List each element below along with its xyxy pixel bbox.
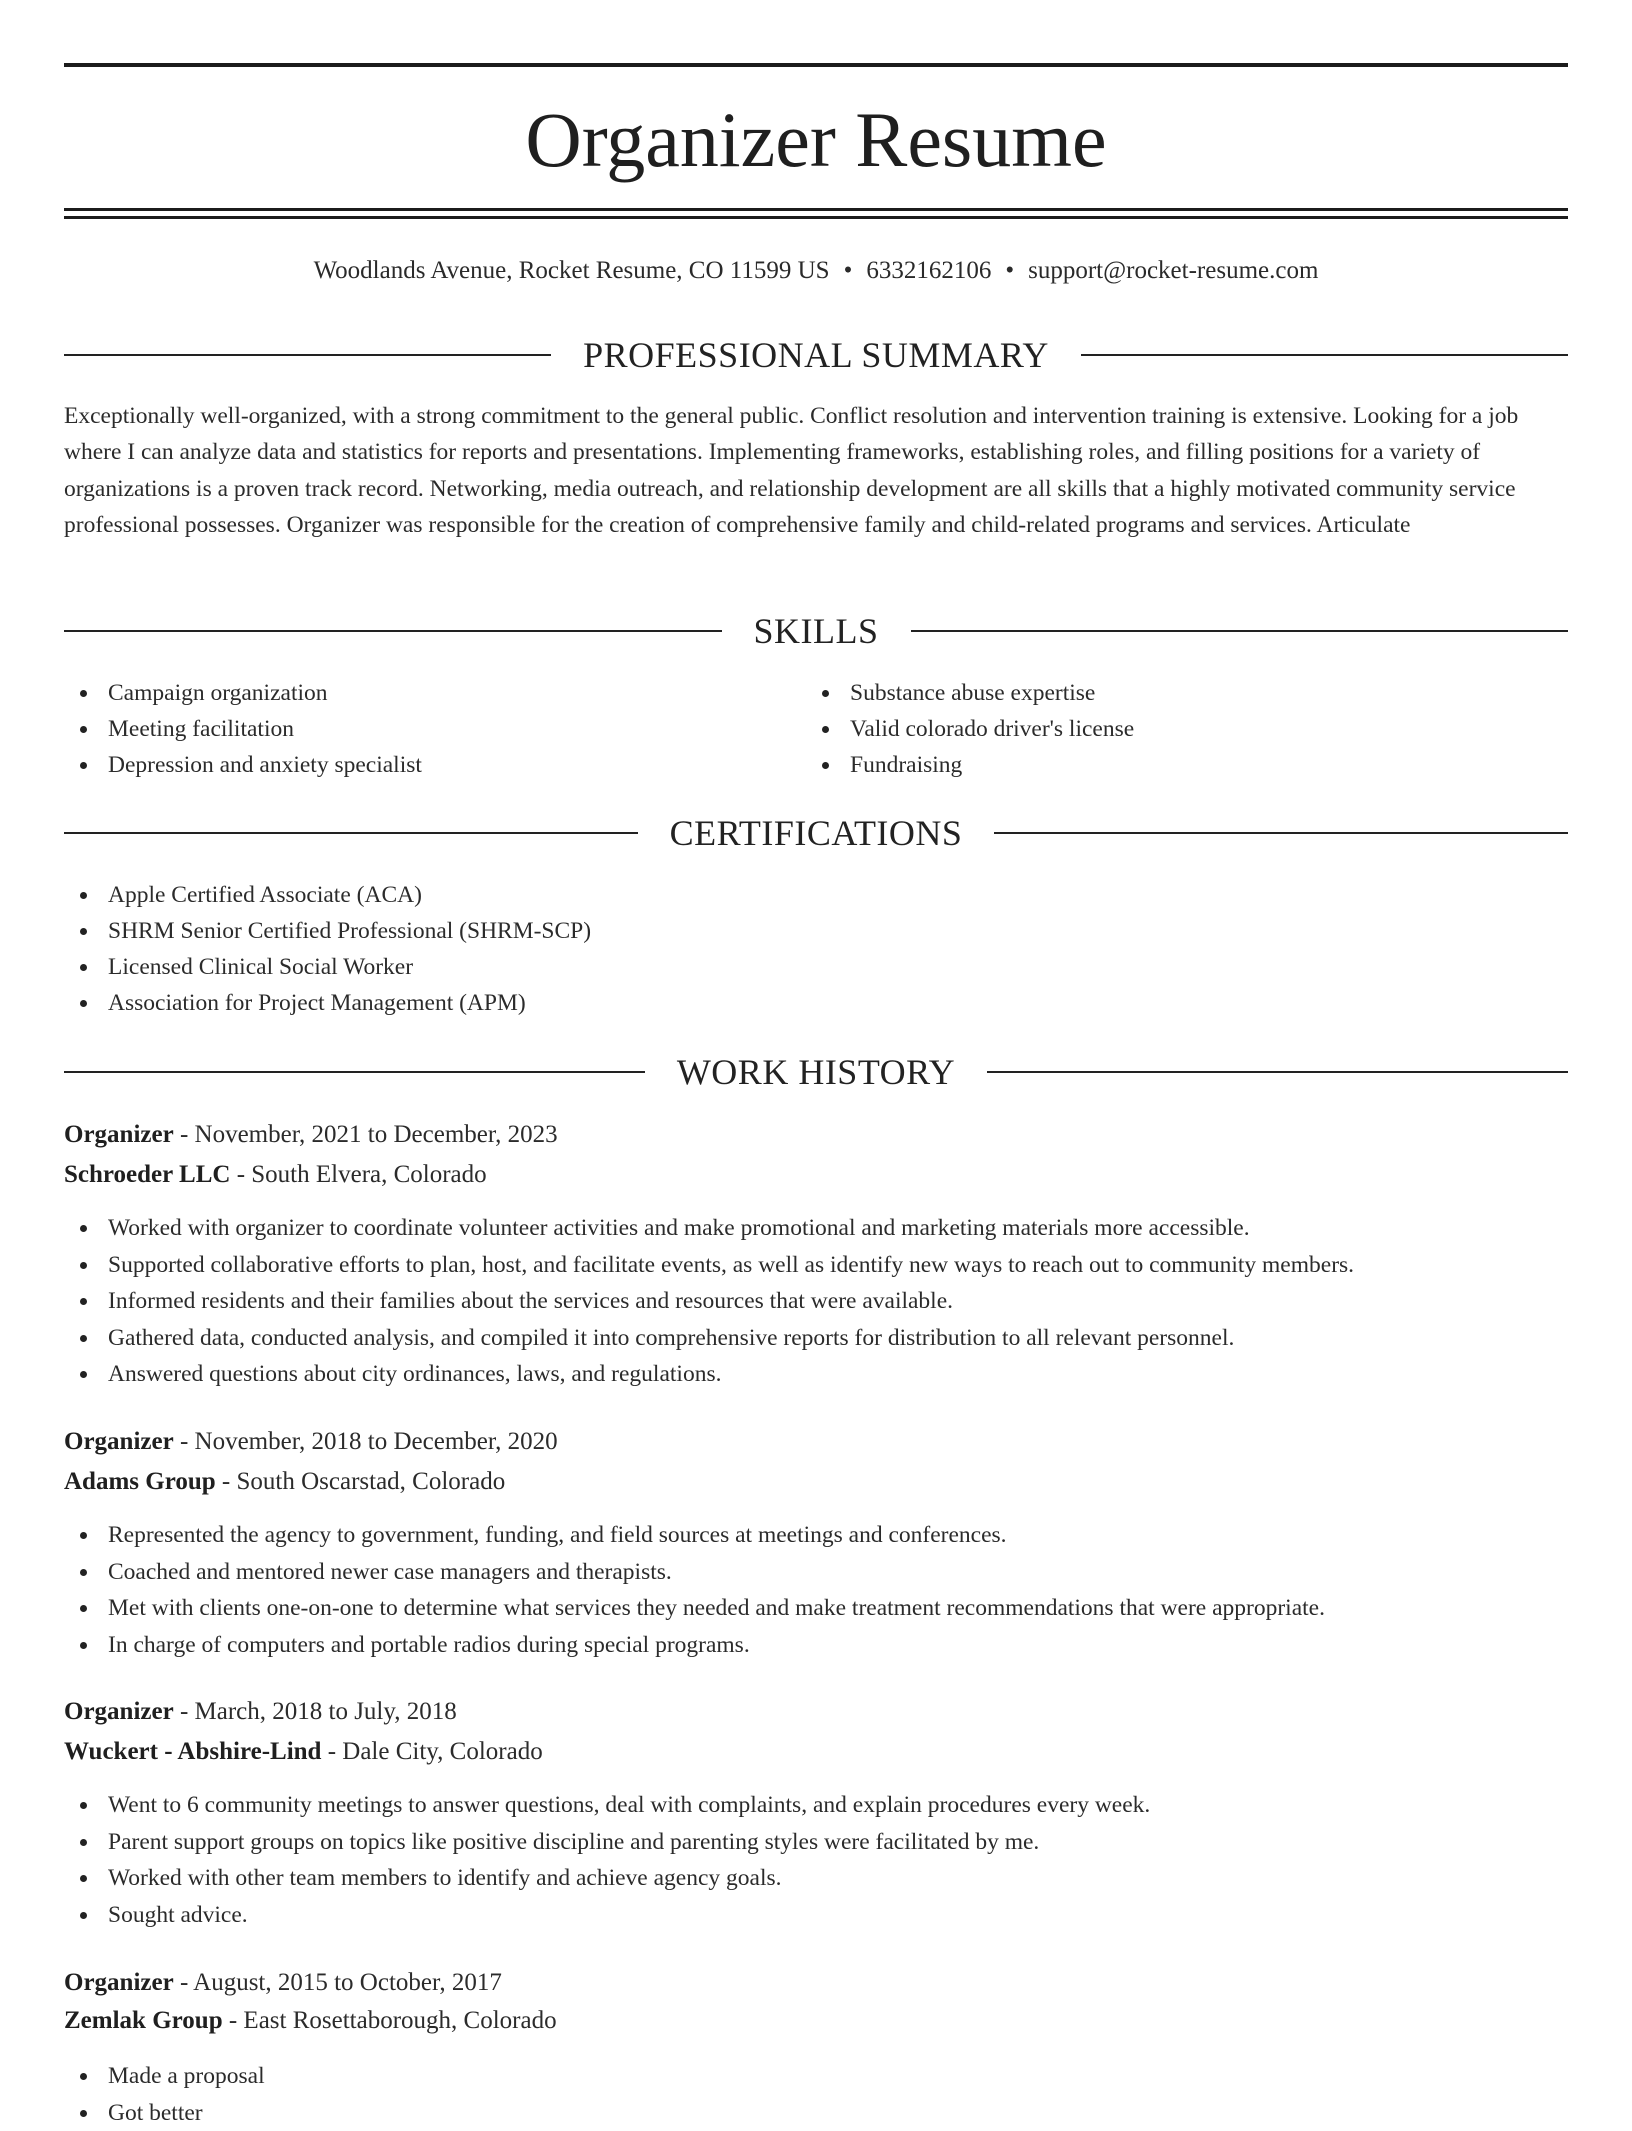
section-heading-certifications bbox=[64, 811, 1568, 855]
job-bullet: Met with clients one-on-one to determine what services they needed and make treatment recommendations that were appropriate. bbox=[64, 1590, 1568, 1627]
header-double-rule-upper bbox=[64, 208, 1568, 211]
job-location: - South Elvera, Colorado bbox=[230, 1161, 486, 1188]
contact-separator: • bbox=[1005, 254, 1014, 288]
resume-title: Organizer Resume bbox=[64, 92, 1568, 188]
job-dates: - March, 2018 to July, 2018 bbox=[174, 1698, 457, 1725]
job-title-line bbox=[64, 1425, 1568, 1459]
section-rule-right bbox=[1081, 354, 1568, 356]
job-title: Organizer bbox=[64, 1698, 174, 1725]
skill-item: Valid colorado driver's license bbox=[806, 711, 1546, 747]
job-company-line bbox=[64, 2004, 1568, 2038]
job-bullet: Parent support groups on topics like positive discipline and parenting styles were facilitated by me. bbox=[64, 1824, 1568, 1861]
section-title: SKILLS bbox=[722, 609, 911, 653]
job-bullet: Worked with other team members to identify and achieve agency goals. bbox=[64, 1860, 1568, 1897]
header-top-rule bbox=[64, 63, 1568, 67]
certification-item: Apple Certified Associate (ACA) bbox=[64, 877, 1568, 913]
job-company-line bbox=[64, 1735, 1568, 1769]
section-title: PROFESSIONAL SUMMARY bbox=[551, 333, 1081, 377]
skill-item: Substance abuse expertise bbox=[806, 675, 1546, 711]
skill-item: Meeting facilitation bbox=[64, 711, 804, 747]
section-rule-right bbox=[911, 630, 1569, 632]
job-bullet: Made a proposal bbox=[64, 2058, 1568, 2095]
certification-item: SHRM Senior Certified Professional (SHRM-SCP) bbox=[64, 913, 1568, 949]
contact-line bbox=[64, 254, 1568, 288]
job-title-line bbox=[64, 1695, 1568, 1729]
job-title: Organizer bbox=[64, 1428, 174, 1455]
job-bullet: Gathered data, conducted analysis, and compiled it into comprehensive reports for distribution to all relevant personnel. bbox=[64, 1320, 1568, 1357]
summary-paragraph: Exceptionally well-organized, with a strong commitment to the general public. Conflict resolution and intervention training is extensive. Looking for a job where I can analyze data and statistics for reports and presentations. Implementing frameworks, establishing roles, and filling positions for a variety of organizations is a proven track record. Networking, media outreach, and relationship development are all skills that a highly motivated community service professional possesses. Organizer was responsible for the creation of comprehensive family and child-related programs and services. Articulate bbox=[64, 398, 1568, 544]
job-bullets bbox=[64, 1787, 1568, 1933]
skills-list-right bbox=[806, 675, 1546, 783]
job-bullets bbox=[64, 1517, 1568, 1663]
section-rule-left bbox=[64, 832, 638, 834]
job-bullet: Got better bbox=[64, 2095, 1568, 2131]
skill-item: Campaign organization bbox=[64, 675, 804, 711]
certification-item: Association for Project Management (APM) bbox=[64, 985, 1568, 1021]
job-bullet: Answered questions about city ordinances, laws, and regulations. bbox=[64, 1356, 1568, 1393]
section-rule-left bbox=[64, 1071, 645, 1073]
section-heading-summary bbox=[64, 333, 1568, 377]
job-title: Organizer bbox=[64, 1121, 174, 1148]
job-location: - East Rosettaborough, Colorado bbox=[223, 2007, 557, 2034]
job-title: Organizer bbox=[64, 1969, 174, 1996]
job-company: Schroeder LLC bbox=[64, 1161, 230, 1188]
job-dates: - November, 2021 to December, 2023 bbox=[174, 1121, 558, 1148]
job-dates: - November, 2018 to December, 2020 bbox=[174, 1428, 558, 1455]
job-bullet: Worked with organizer to coordinate volunteer activities and make promotional and marketing materials more accessible. bbox=[64, 1210, 1568, 1247]
section-heading-skills bbox=[64, 609, 1568, 653]
job-bullet: In charge of computers and portable radios during special programs. bbox=[64, 1627, 1568, 1664]
section-rule-left bbox=[64, 354, 551, 356]
contact-phone: 6332162106 bbox=[866, 257, 991, 284]
skill-item: Depression and anxiety specialist bbox=[64, 747, 804, 783]
job-title-line bbox=[64, 1118, 1568, 1152]
certifications-list bbox=[64, 877, 1568, 1021]
job-dates: - August, 2015 to October, 2017 bbox=[174, 1969, 502, 1996]
contact-email: support@rocket-resume.com bbox=[1028, 257, 1318, 284]
contact-address: Woodlands Avenue, Rocket Resume, CO 11599 US bbox=[314, 257, 830, 284]
job-bullet: Supported collaborative efforts to plan, host, and facilitate events, as well as identify new ways to reach out to community members. bbox=[64, 1247, 1568, 1284]
skill-item: Fundraising bbox=[806, 747, 1546, 783]
job-location: - Dale City, Colorado bbox=[321, 1738, 542, 1765]
job-location: - South Oscarstad, Colorado bbox=[216, 1468, 506, 1495]
section-title: WORK HISTORY bbox=[645, 1050, 987, 1094]
job-company: Wuckert - Abshire-Lind bbox=[64, 1738, 321, 1765]
header-double-rule-lower bbox=[64, 216, 1568, 219]
section-rule-right bbox=[994, 832, 1568, 834]
section-heading-work-history bbox=[64, 1050, 1568, 1094]
contact-separator: • bbox=[844, 254, 853, 288]
skills-list-left bbox=[64, 675, 804, 783]
job-bullet: Informed residents and their families about the services and resources that were available. bbox=[64, 1283, 1568, 1320]
job-bullets bbox=[64, 1210, 1568, 1393]
job-bullet: Went to 6 community meetings to answer questions, deal with complaints, and explain procedures every week. bbox=[64, 1787, 1568, 1824]
job-company-line bbox=[64, 1465, 1568, 1499]
section-rule-left bbox=[64, 630, 722, 632]
job-title-line bbox=[64, 1966, 1568, 2000]
job-bullet: Represented the agency to government, funding, and field sources at meetings and conferences. bbox=[64, 1517, 1568, 1554]
job-bullets bbox=[64, 2058, 1568, 2131]
job-company: Adams Group bbox=[64, 1468, 216, 1495]
certification-item: Licensed Clinical Social Worker bbox=[64, 949, 1568, 985]
job-bullet: Coached and mentored newer case managers and therapists. bbox=[64, 1554, 1568, 1591]
section-rule-right bbox=[987, 1071, 1568, 1073]
section-title: CERTIFICATIONS bbox=[638, 811, 995, 855]
job-company: Zemlak Group bbox=[64, 2007, 223, 2034]
job-company-line bbox=[64, 1158, 1568, 1192]
job-bullet: Sought advice. bbox=[64, 1897, 1568, 1934]
